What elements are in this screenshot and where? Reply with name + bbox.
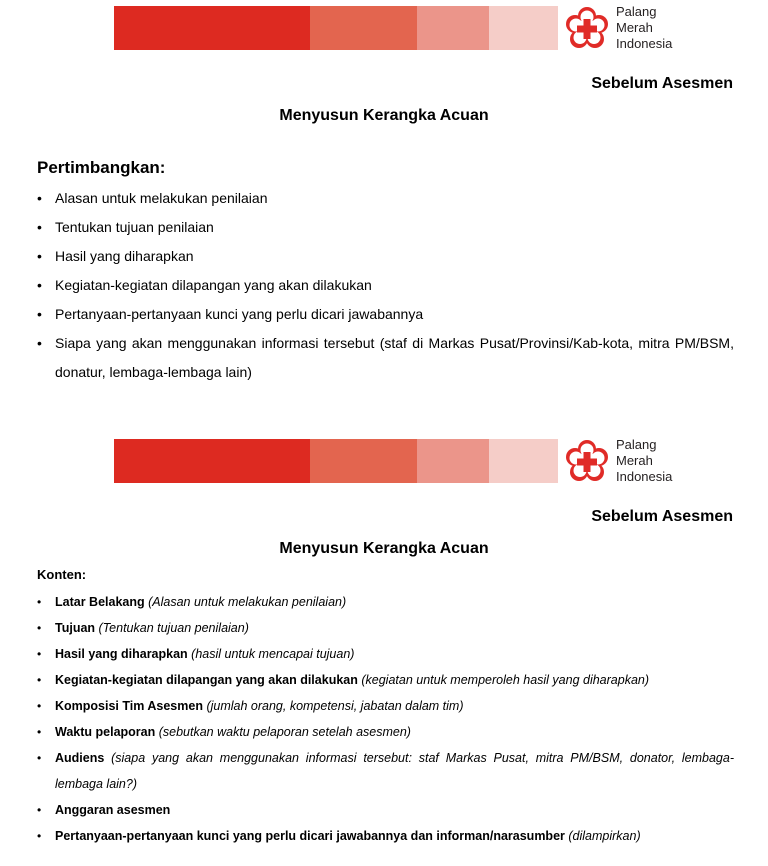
page-title: Menyusun Kerangka Acuan <box>279 107 489 124</box>
banner-segment <box>310 439 417 483</box>
item-note: (dilampirkan) <box>564 829 641 843</box>
item-title: Waktu pelaporan <box>55 725 156 739</box>
banner-segment <box>114 6 310 50</box>
bullet-icon: • <box>37 219 42 235</box>
item-title: Anggaran asesmen <box>55 803 171 817</box>
color-banner <box>114 6 558 50</box>
item-note: (Alasan untuk melakukan penilaian) <box>144 595 347 609</box>
bullet-icon: • <box>37 803 42 817</box>
bullet-icon: • <box>37 190 42 206</box>
pmi-logo <box>564 4 694 54</box>
list-item <box>37 242 734 271</box>
bullet-icon: • <box>37 673 42 687</box>
bullet-icon: • <box>37 751 42 765</box>
section-label: Konten: <box>37 567 87 582</box>
list-item <box>37 589 734 615</box>
list-item <box>37 271 734 300</box>
list-item <box>37 184 734 213</box>
red-cross-flower-icon <box>564 439 610 485</box>
bullet-icon: • <box>37 699 42 713</box>
item-note: (jumlah orang, kompetensi, jabatan dalam tim) <box>202 699 464 713</box>
pmi-logo <box>564 437 694 487</box>
list-item-text: Siapa yang akan menggunakan informasi tersebut (staf di Markas Pusat/Provinsi/Kab-kota, mitra PM/BSM, donatur, lembaga-lembaga lain) <box>55 335 734 380</box>
list-item-text: Alasan untuk melakukan penilaian <box>55 190 268 206</box>
list-item <box>37 745 734 797</box>
bullet-icon: • <box>37 335 42 351</box>
section-label: Pertimbangkan: <box>37 158 166 177</box>
section-subtitle: Sebelum Asesmen <box>591 75 733 92</box>
item-title: Komposisi Tim Asesmen <box>55 699 203 713</box>
item-title: Kegiatan-kegiatan dilapangan yang akan dilakukan <box>55 673 358 687</box>
red-cross-flower-icon <box>564 6 610 52</box>
bullet-icon: • <box>37 829 42 843</box>
logo-line: Indonesia <box>616 469 673 484</box>
bullet-icon: • <box>37 595 42 609</box>
item-title: Pertanyaan-pertanyaan kunci yang perlu dicari jawabannya dan informan/narasumber <box>55 829 565 843</box>
banner-segment <box>310 6 417 50</box>
list-item <box>37 329 734 387</box>
list-item <box>37 797 734 823</box>
list-item-text: Pertanyaan-pertanyaan kunci yang perlu dicari jawabannya <box>55 306 424 322</box>
bullet-list <box>37 589 734 849</box>
item-note: (hasil untuk mencapai tujuan) <box>187 647 355 661</box>
list-item-text: Hasil yang diharapkan <box>55 248 194 264</box>
list-item <box>37 667 734 693</box>
banner-segment <box>417 6 489 50</box>
list-item <box>37 615 734 641</box>
banner-segment <box>417 439 489 483</box>
item-note: (kegiatan untuk memperoleh hasil yang diharapkan) <box>357 673 650 687</box>
logo-line: Merah <box>616 20 653 35</box>
item-title: Hasil yang diharapkan <box>55 647 188 661</box>
logo-line: Palang <box>616 437 657 452</box>
bullet-icon: • <box>37 277 42 293</box>
list-item <box>37 719 734 745</box>
banner-segment <box>489 6 558 50</box>
list-item-text: Tentukan tujuan penilaian <box>55 219 214 235</box>
logo-text <box>616 4 672 52</box>
item-title: Audiens <box>55 751 105 765</box>
list-item <box>37 693 734 719</box>
section-subtitle: Sebelum Asesmen <box>591 508 733 525</box>
logo-line: Palang <box>616 4 657 19</box>
list-item <box>37 300 734 329</box>
list-item <box>37 641 734 667</box>
color-banner <box>114 439 558 483</box>
bullet-icon: • <box>37 725 42 739</box>
banner-segment <box>114 439 310 483</box>
item-title: Latar Belakang <box>55 595 145 609</box>
bullet-icon: • <box>37 621 42 635</box>
bullet-icon: • <box>37 248 42 264</box>
list-item <box>37 823 734 849</box>
bullet-icon: • <box>37 306 42 322</box>
bullet-icon: • <box>37 647 42 661</box>
item-note: (siapa yang akan menggunakan informasi tersebut: staf Markas Pusat, mitra PM/BSM, donator, lembaga-lembaga lain?) <box>55 751 734 791</box>
item-note: (Tentukan tujuan penilaian) <box>95 621 249 635</box>
logo-line: Merah <box>616 453 653 468</box>
banner-segment <box>489 439 558 483</box>
logo-line: Indonesia <box>616 36 673 51</box>
item-title: Tujuan <box>55 621 96 635</box>
page-title: Menyusun Kerangka Acuan <box>279 540 489 557</box>
bullet-list <box>37 184 734 387</box>
item-note: (sebutkan waktu pelaporan setelah asesmen) <box>155 725 411 739</box>
logo-text <box>616 437 672 485</box>
list-item <box>37 213 734 242</box>
list-item-text: Kegiatan-kegiatan dilapangan yang akan dilakukan <box>55 277 372 293</box>
